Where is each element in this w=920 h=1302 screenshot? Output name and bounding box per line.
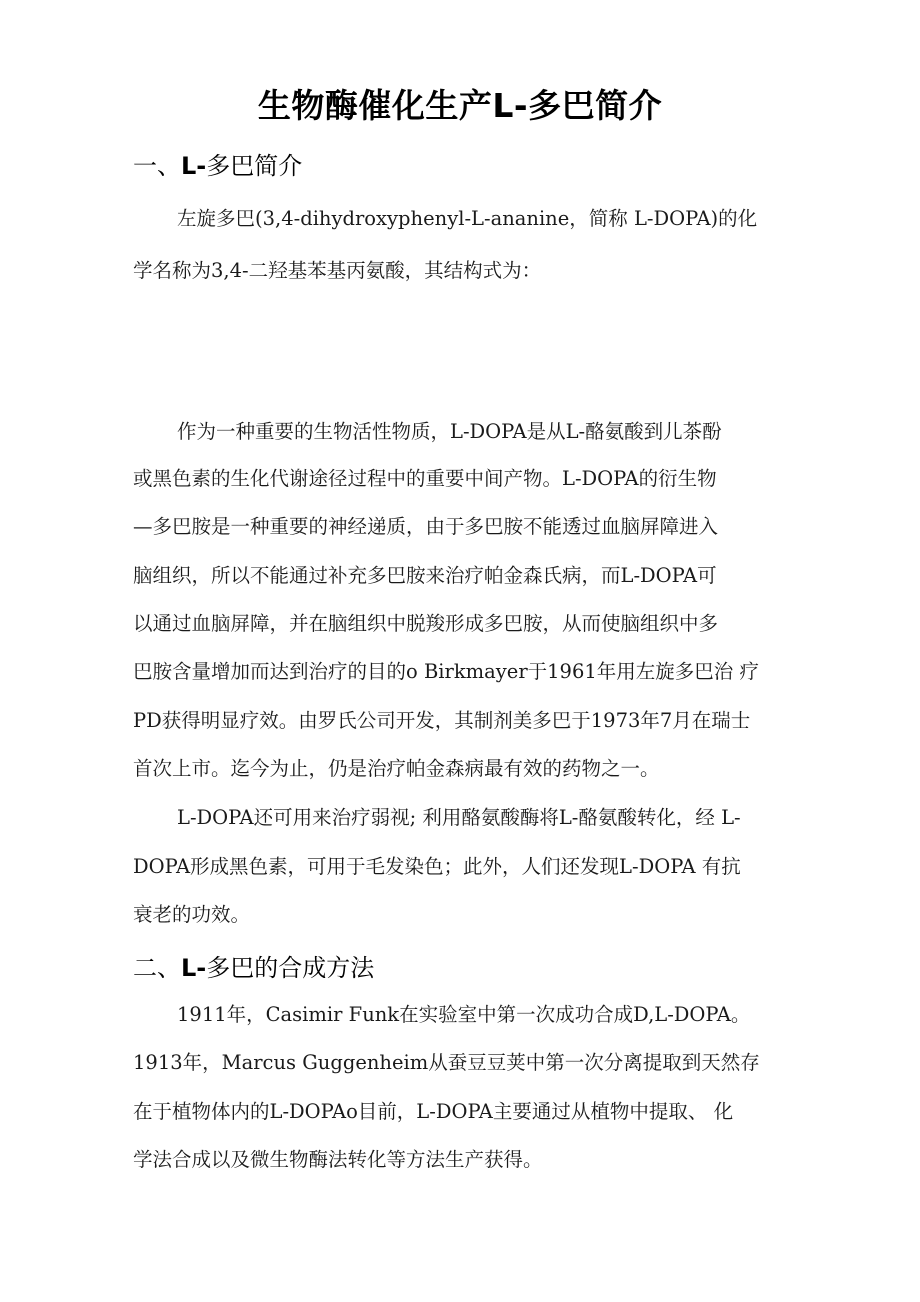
paragraph-line: PD获得明显疗效。由罗氏公司开发，其制剂美多巴于1973年7月在瑞士 <box>133 709 751 732</box>
document-title: 生物酶催化生产L-多巴简介 <box>257 86 663 125</box>
section-1-heading-rest: 多巴简介 <box>206 152 303 180</box>
section-1-heading-bold: L- <box>181 152 207 180</box>
paragraph-line: 首次上市。迄今为止，仍是治疗帕金森病最有效的药物之一。 <box>133 757 660 780</box>
section-2-heading-prefix: 二、 <box>133 954 181 982</box>
paragraph-line: 1913年，Marcus Guggenheim从蚕豆豆荚中第一次分离提取到天然存 <box>133 1051 760 1074</box>
paragraph-line: 作为一种重要的生物活性物质，L-DOPA是从L-酪氨酸到儿茶酚 <box>177 420 722 443</box>
paragraph-line: 学名称为3,4-二羟基苯基丙氨酸，其结构式为： <box>133 259 542 282</box>
paragraph-line: 学法合成以及微生物酶法转化等方法生产获得。 <box>133 1148 543 1171</box>
paragraph-line: 左旋多巴(3,4-dihydroxyphenyl-L-ananine，简称 L-DOPA)的化 <box>177 207 758 230</box>
paragraph-line: 在于植物体内的L-DOPAo目前，L-DOPA主要通过从植物中提取、 化 <box>133 1100 734 1123</box>
paragraph-line: 巴胺含量增加而达到治疗的目的o Birkmayer于1961年用左旋多巴治 疗 <box>133 660 759 683</box>
section-2-heading-bold: L- <box>181 954 207 982</box>
paragraph-line: DOPA形成黑色素，可用于毛发染色；此外，人们还发现L-DOPA 有抗 <box>133 855 741 878</box>
section-1-heading-prefix: 一、 <box>133 152 181 180</box>
section-2-heading-rest: 多巴的合成方法 <box>206 954 375 982</box>
structural-formula-area <box>133 300 793 400</box>
section-2-heading <box>133 952 374 984</box>
paragraph-line: 衰老的功效。 <box>133 903 251 926</box>
paragraph-line: 脑组织，所以不能通过补充多巴胺来治疗帕金森氏病，而L-DOPA可 <box>133 564 717 587</box>
section-1-heading <box>133 150 302 182</box>
paragraph-line: 以通过血脑屏障，并在脑组织中脱羧形成多巴胺，从而使脑组织中多 <box>133 612 719 635</box>
paragraph-line: 1911年，Casimir Funk在实验室中第一次成功合成D,L-DOPA。 <box>177 1003 751 1026</box>
paragraph-line: 或黑色素的生化代谢途径过程中的重要中间产物。L-DOPA的衍生物 <box>133 467 717 490</box>
paragraph-line: —多巴胺是一种重要的神经递质，由于多巴胺不能透过血脑屏障进入 <box>133 515 719 538</box>
paragraph-line: L-DOPA还可用来治疗弱视; 利用酪氨酸酶将L-酪氨酸转化，经 L- <box>177 806 741 829</box>
